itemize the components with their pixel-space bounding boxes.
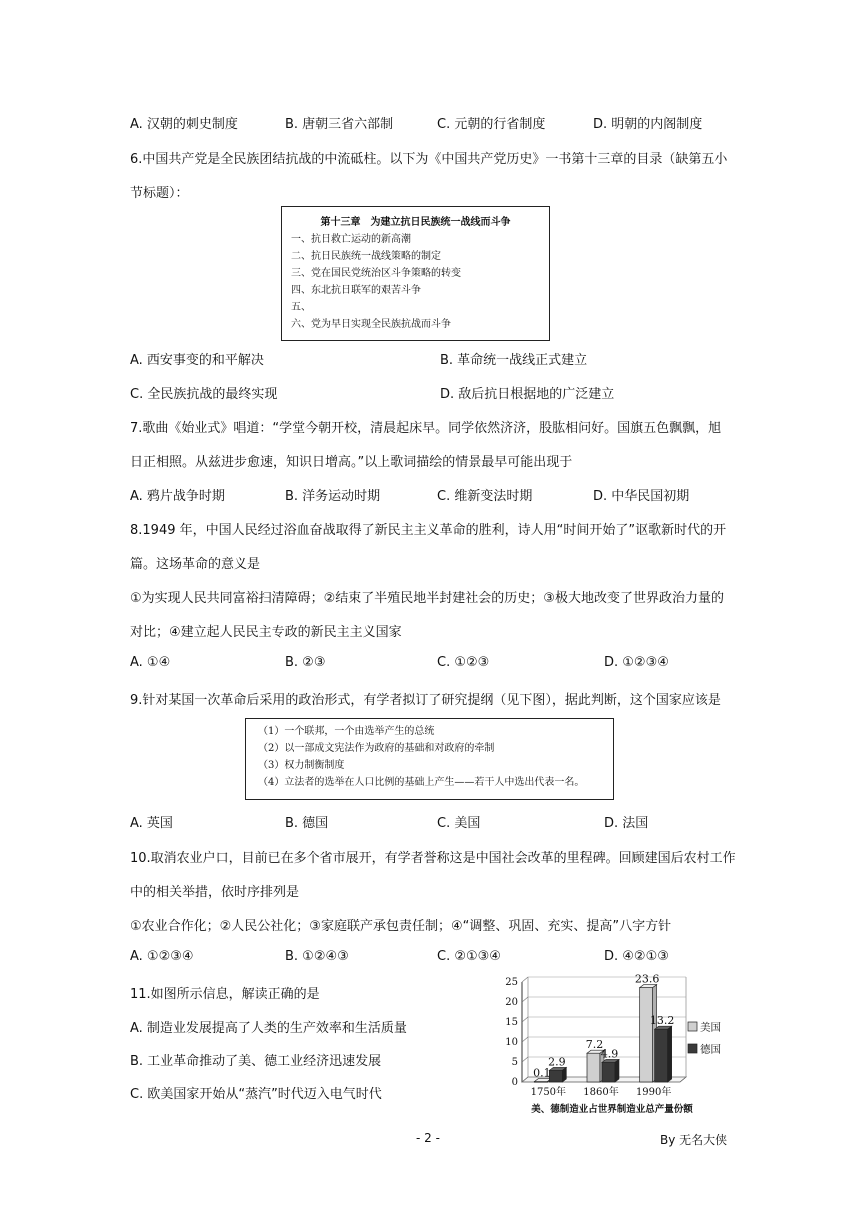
- manufacturing-share-chart: [500, 970, 730, 1120]
- bar: [640, 988, 653, 1082]
- q6-option-a: A. 西安事变的和平解决: [130, 353, 264, 368]
- q10-stem-line1: 10.取消农业户口，目前已在多个省市展开，有学者誉称这是中国社会改革的里程碑。回顾建国后农村工作: [130, 851, 736, 866]
- y-tick-label: 25: [505, 977, 518, 988]
- q10-option-d: D. ④②①③: [604, 949, 669, 964]
- q9-box-item: （1）一个联邦，一个由选举产生的总统: [258, 726, 435, 737]
- y-tick-label: 20: [505, 997, 518, 1008]
- q5-option-c: C. 元朝的行省制度: [437, 117, 546, 132]
- q7-option-a: A. 鸦片战争时期: [130, 489, 225, 504]
- q6-stem-line2: 节标题）：: [130, 186, 189, 201]
- q5-option-b: B. 唐朝三省六部制: [285, 117, 394, 132]
- q6-box-item: 六、党为早日实现全民族抗战而斗争: [291, 319, 451, 330]
- q10-stem-line2: 中的相关举措，依时序排列是: [130, 885, 300, 900]
- legend-label: 美国: [700, 1021, 721, 1034]
- q6-option-b: B. 革命统一战线正式建立: [440, 353, 588, 368]
- bar: [655, 1029, 668, 1082]
- q8-option-b: B. ②③: [285, 655, 326, 670]
- x-tick-label: 1860年: [583, 1087, 619, 1098]
- q8-option-c: C. ①②③: [437, 655, 490, 670]
- q8-option-a: A. ①④: [130, 655, 171, 670]
- q11-option-c: C. 欧美国家开始从“蒸汽”时代迈入电气时代: [130, 1087, 382, 1102]
- q7-option-c: C. 维新变法时期: [437, 489, 533, 504]
- footer-author: By 无名大侠: [660, 1133, 728, 1147]
- q9-stem-line1: 9.针对某国一次革命后采用的政治形式，有学者拟订了研究提纲（见下图），据此判断，这个国家应该是: [130, 693, 721, 708]
- bar-value-label: 13.2: [649, 1014, 675, 1028]
- q11-option-a: A. 制造业发展提高了人类的生产效率和生活质量: [130, 1021, 407, 1036]
- q6-box-item: 五、: [291, 302, 311, 313]
- q7-option-b: B. 洋务运动时期: [285, 489, 381, 504]
- q6-stem-line1: 6.中国共产党是全民族团结抗战的中流砥柱。以下为《中国共产党历史》一书第十三章的目录（缺第五小: [130, 152, 728, 167]
- bar-side: [615, 1059, 619, 1082]
- q8-stem-line1: 8.1949 年，中国人民经过浴血奋战取得了新民主主义革命的胜利，诗人用“时间开始了”讴歌新时代的开: [130, 523, 727, 538]
- gridline-diag: [522, 977, 528, 982]
- bar-side: [668, 1026, 672, 1082]
- y-tick-label: 0: [511, 1077, 518, 1088]
- q5-option-a: A. 汉朝的刺史制度: [130, 117, 238, 132]
- q6-box-item: 一、抗日救亡运动的新高潮: [291, 234, 411, 245]
- q10-option-a: A. ①②③④: [130, 949, 194, 964]
- bar-value-label: 7.2: [585, 1038, 604, 1052]
- q8-stem-line2: 篇。这场革命的意义是: [130, 557, 261, 572]
- q8-option-d: D. ①②③④: [604, 655, 669, 670]
- q6-option-c: C. 全民族抗战的最终实现: [130, 387, 278, 402]
- q7-stem-line1: 7.歌曲《始业式》唱道：“学堂今朝开校，清晨起床早。同学依然济济，股肱相问好。国旗五色飘飘，旭: [130, 421, 722, 436]
- gridline-diag: [522, 997, 528, 1002]
- bar-side: [562, 1067, 566, 1082]
- q9-option-c: C. 美国: [437, 816, 481, 831]
- q7-option-d: D. 中华民国初期: [593, 489, 690, 504]
- gridline-diag: [522, 1037, 528, 1042]
- q9-box-item: （2）以一部成文宪法作为政府的基础和对政府的牵制: [258, 743, 495, 754]
- q5-option-d: D. 明朝的内阁制度: [593, 117, 703, 132]
- q6-option-d: D. 敌后抗日根据地的广泛建立: [440, 387, 615, 402]
- bar-value-label: 23.6: [634, 972, 660, 986]
- y-tick-label: 10: [505, 1037, 518, 1048]
- q6-box-item: 三、党在国民党统治区斗争策略的转变: [291, 268, 461, 279]
- bar-value-label: 4.9: [600, 1047, 619, 1061]
- q9-box-item: （4）立法者的选举在人口比例的基础上产生——若干人中选出代表一名。: [258, 777, 585, 788]
- bar: [587, 1053, 600, 1082]
- legend-swatch: [688, 1044, 697, 1053]
- bar: [549, 1070, 562, 1082]
- page-number: - 2 -: [416, 1131, 440, 1145]
- chart-title: 美、德制造业占世界制造业总产量份额: [531, 1104, 693, 1115]
- q6-contents-box: [281, 206, 550, 341]
- q11-option-b: B. 工业革命推动了美、德工业经济迅速发展: [130, 1054, 382, 1069]
- q8-stem-line3: ①为实现人民共同富裕扫清障碍；②结束了半殖民地半封建社会的历史；③极大地改变了世界政治力量的: [130, 591, 724, 606]
- q6-box-item: 二、抗日民族统一战线策略的制定: [291, 251, 441, 262]
- q6-box-item: 四、东北抗日联军的艰苦斗争: [291, 285, 421, 296]
- q8-stem-line4: 对比；④建立起人民民主专政的新民主主义国家: [130, 625, 402, 640]
- q7-stem-line2: 日正相照。从兹进步愈速，知识日增高。”以上歌词描绘的情景最早可能出现于: [130, 455, 573, 470]
- bar-value-label: 2.9: [548, 1055, 566, 1069]
- q6-box-title: 第十三章 为建立抗日民族统一战线而斗争: [320, 217, 511, 228]
- y-tick-label: 5: [511, 1057, 518, 1068]
- q10-option-b: B. ①②④③: [285, 949, 349, 964]
- x-tick-label: 1750年: [530, 1087, 567, 1098]
- q9-outline-box: [245, 718, 614, 800]
- legend-swatch: [688, 1022, 697, 1031]
- x-tick-label: 1990年: [635, 1087, 672, 1098]
- q10-option-c: C. ②①③④: [437, 949, 501, 964]
- q9-option-b: B. 德国: [285, 816, 329, 831]
- q9-option-a: A. 英国: [130, 816, 173, 831]
- gridline-diag: [522, 1017, 528, 1022]
- gridline-diag: [522, 1057, 528, 1062]
- bar: [602, 1062, 615, 1082]
- bar-value-label: 0.1: [533, 1066, 551, 1080]
- q11-stem-line1: 11.如图所示信息，解读正确的是: [130, 987, 320, 1002]
- q9-box-item: （3）权力制衡制度: [258, 760, 345, 771]
- legend-label: 德国: [700, 1043, 721, 1056]
- q9-option-d: D. 法国: [604, 816, 649, 831]
- y-tick-label: 15: [505, 1017, 518, 1028]
- q10-stem-line3: ①农业合作化；②人民公社化；③家庭联产承包责任制；④“调整、巩固、充实、提高”八字方针: [130, 919, 672, 934]
